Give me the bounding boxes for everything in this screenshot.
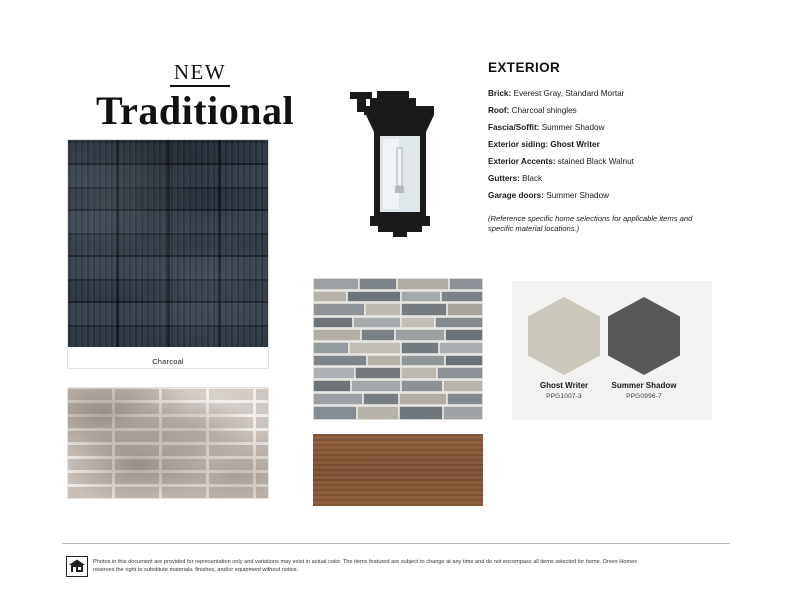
spec-label-exterior-siding: Exterior siding: — [488, 140, 549, 150]
spec-value-gutters: Black — [519, 174, 543, 184]
spec-label-brick: Brick: — [488, 89, 512, 98]
ghost-writer-code: PPG1007-3 — [546, 393, 582, 400]
spec-label-roof: Roof: — [488, 106, 510, 116]
logo-new-text: NEW — [170, 62, 230, 87]
spec-value-roof: Charcoal shingles — [509, 106, 577, 116]
brick-swatch-image — [68, 388, 268, 498]
lantern-svg — [330, 62, 475, 262]
spec-row-gutters — [488, 174, 738, 183]
spec-row-exterior-siding — [488, 140, 738, 149]
lantern-image — [330, 62, 475, 262]
spec-value-exterior-siding: Ghost Writer — [548, 140, 600, 150]
footer-disclaimer: Photos in this document are provided for representation only and variations may exist in actual color. The items featured are subject to change at any time and do not encompass all items selected for home. Drees Homes reserves the right to substitute materials, finishes, and/or equipment without notice. — [93, 559, 638, 574]
exterior-reference-note: (Reference specific home selections for applicable items and specific material locations.) — [488, 214, 693, 234]
shingle-caption: Charcoal — [152, 357, 184, 366]
spec-row-roof — [488, 106, 738, 115]
spec-label-exterior-accents: Exterior Accents: — [488, 157, 556, 167]
spec-label-gutters: Gutters: — [488, 174, 520, 184]
stone-swatch-image — [313, 278, 483, 420]
spec-row-fascia-soffit — [488, 123, 738, 132]
spec-row-garage-doors — [488, 191, 738, 200]
brand-logo — [90, 62, 300, 131]
stone-svg — [313, 278, 483, 420]
shingle-swatch-card — [68, 140, 268, 368]
spec-label-fascia-soffit: Fascia/Soffit: — [488, 123, 540, 133]
paint-chip-summer-shadow — [608, 297, 680, 375]
logo-traditional-text: Traditional — [95, 88, 295, 133]
footer-divider — [62, 543, 730, 544]
spec-value-exterior-accents: stained Black Walnut — [555, 157, 634, 167]
wood-swatch-image — [313, 434, 483, 506]
ghost-writer-hex-swatch — [528, 297, 600, 375]
exterior-title: EXTERIOR — [488, 60, 561, 75]
summer-shadow-name: Summer Shadow — [611, 381, 677, 390]
spec-row-brick — [488, 89, 738, 98]
equal-housing-opportunity-icon — [66, 556, 88, 577]
spec-value-brick: Everest Gray, Standard Mortar — [511, 89, 625, 98]
summer-shadow-hex-swatch — [608, 297, 680, 375]
summer-shadow-code: PPG0996-7 — [626, 393, 662, 400]
spec-value-garage-doors: Summer Shadow — [543, 191, 610, 201]
spec-value-fascia-soffit: Summer Shadow — [539, 123, 605, 133]
spec-label-garage-doors: Garage doors: — [488, 191, 544, 201]
logo-new-line — [90, 62, 300, 87]
eho-svg — [66, 556, 88, 577]
paint-chip-panel — [512, 281, 712, 420]
charcoal-shingle-image — [68, 140, 268, 347]
exterior-spec-block — [488, 60, 738, 235]
ghost-writer-name: Ghost Writer — [539, 381, 589, 390]
paint-chip-ghost-writer — [528, 297, 600, 375]
spec-row-exterior-accents — [488, 157, 738, 166]
